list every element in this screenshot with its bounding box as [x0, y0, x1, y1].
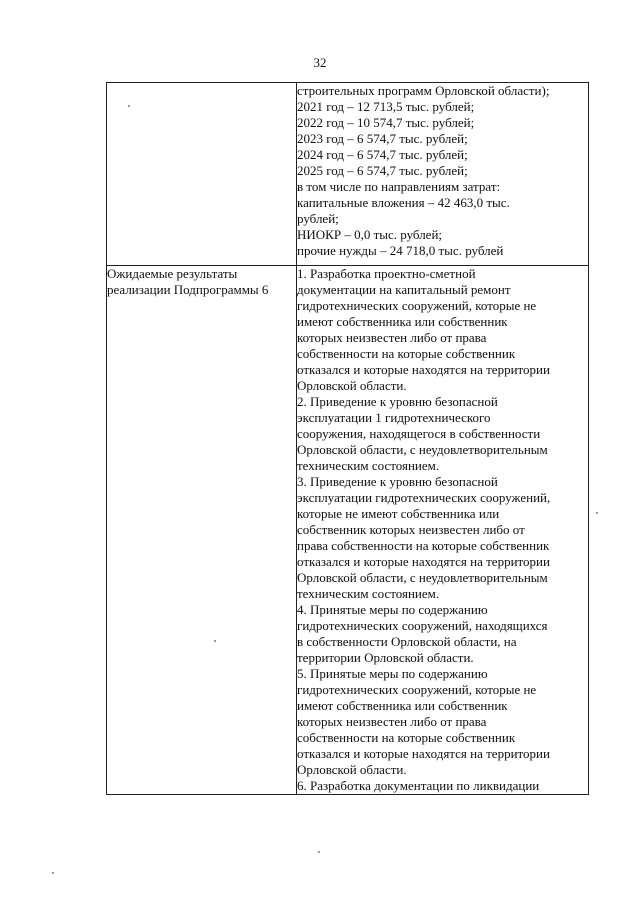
- financing-line: 2025 год – 6 574,7 тыс. рублей;: [297, 163, 468, 178]
- result-line: 4. Принятые меры по содержанию: [297, 602, 488, 617]
- result-line: собственности на которые собственник: [297, 346, 516, 361]
- result-line: отказался и которые находятся на территории: [297, 362, 550, 377]
- result-line: которые не имеют собственника или: [297, 506, 500, 521]
- result-line: 3. Приведение к уровню безопасной: [297, 474, 498, 489]
- result-line: отказался и которые находятся на территории: [297, 746, 550, 761]
- result-line: Орловской области, с неудовлетворительным: [297, 570, 548, 585]
- result-line: техническим состоянием.: [297, 458, 440, 473]
- financing-line: рублей;: [297, 211, 339, 226]
- financing-line: капитальные вложения – 42 463,0 тыс.: [297, 195, 510, 210]
- result-line: 5. Принятые меры по содержанию: [297, 666, 488, 681]
- result-line: 1. Разработка проектно-сметной: [297, 266, 476, 281]
- page-number: 32: [313, 55, 327, 70]
- row2-right-cell: [297, 266, 589, 795]
- result-line: имеют собственника или собственник: [297, 314, 508, 329]
- result-line: Орловской области.: [297, 378, 407, 393]
- result-line: права собственности на которые собственник: [297, 538, 550, 553]
- financing-line: 2021 год – 12 713,5 тыс. рублей;: [297, 99, 475, 114]
- table-row-financing: [107, 83, 589, 266]
- result-line: техническим состоянием.: [297, 586, 440, 601]
- scan-speck: [128, 105, 130, 107]
- result-line: Орловской области.: [297, 762, 407, 777]
- result-line: документации на капитальный ремонт: [297, 282, 511, 297]
- scan-speck: [596, 512, 598, 514]
- financing-line: строительных программ Орловской области);: [297, 83, 550, 98]
- row2-left-cell: [107, 266, 297, 795]
- result-line: в собственности Орловской области, на: [297, 634, 517, 649]
- result-line: эксплуатации гидротехнических сооружений,: [297, 490, 551, 505]
- result-line: 6. Разработка документации по ликвидации: [297, 778, 540, 793]
- program-table: [106, 82, 589, 795]
- table-row-expected-results: [107, 266, 589, 795]
- scan-speck: [52, 872, 54, 874]
- financing-line: прочие нужды – 24 718,0 тыс. рублей: [297, 243, 504, 258]
- financing-line: 2023 год – 6 574,7 тыс. рублей;: [297, 131, 468, 146]
- result-line: территории Орловской области.: [297, 650, 474, 665]
- row-heading-line: Ожидаемые результаты: [107, 266, 238, 281]
- result-line: собственности на которые собственник: [297, 730, 516, 745]
- row1-left-cell: [107, 83, 297, 266]
- scan-speck: [214, 640, 216, 642]
- result-line: отказался и которые находятся на территории: [297, 554, 550, 569]
- result-line: собственник которых неизвестен либо от: [297, 522, 525, 537]
- financing-line: в том числе по направлениям затрат:: [297, 179, 501, 194]
- result-line: Орловской области, с неудовлетворительным: [297, 442, 548, 457]
- result-line: имеют собственника или собственник: [297, 698, 508, 713]
- result-line: которых неизвестен либо от права: [297, 330, 487, 345]
- result-line: гидротехнических сооружений, которые не: [297, 682, 537, 697]
- financing-line: 2024 год – 6 574,7 тыс. рублей;: [297, 147, 468, 162]
- result-line: гидротехнических сооружений, которые не: [297, 298, 537, 313]
- result-line: эксплуатации 1 гидротехнического: [297, 410, 491, 425]
- result-line: которых неизвестен либо от права: [297, 714, 487, 729]
- scan-speck: [318, 851, 320, 853]
- financing-line: НИОКР – 0,0 тыс. рублей;: [297, 227, 443, 242]
- row1-right-cell: [297, 83, 589, 266]
- result-line: 2. Приведение к уровню безопасной: [297, 394, 498, 409]
- financing-line: 2022 год – 10 574,7 тыс. рублей;: [297, 115, 475, 130]
- result-line: гидротехнических сооружений, находящихся: [297, 618, 548, 633]
- result-line: сооружения, находящегося в собственности: [297, 426, 541, 441]
- row-heading-line: реализации Подпрограммы 6: [107, 282, 269, 297]
